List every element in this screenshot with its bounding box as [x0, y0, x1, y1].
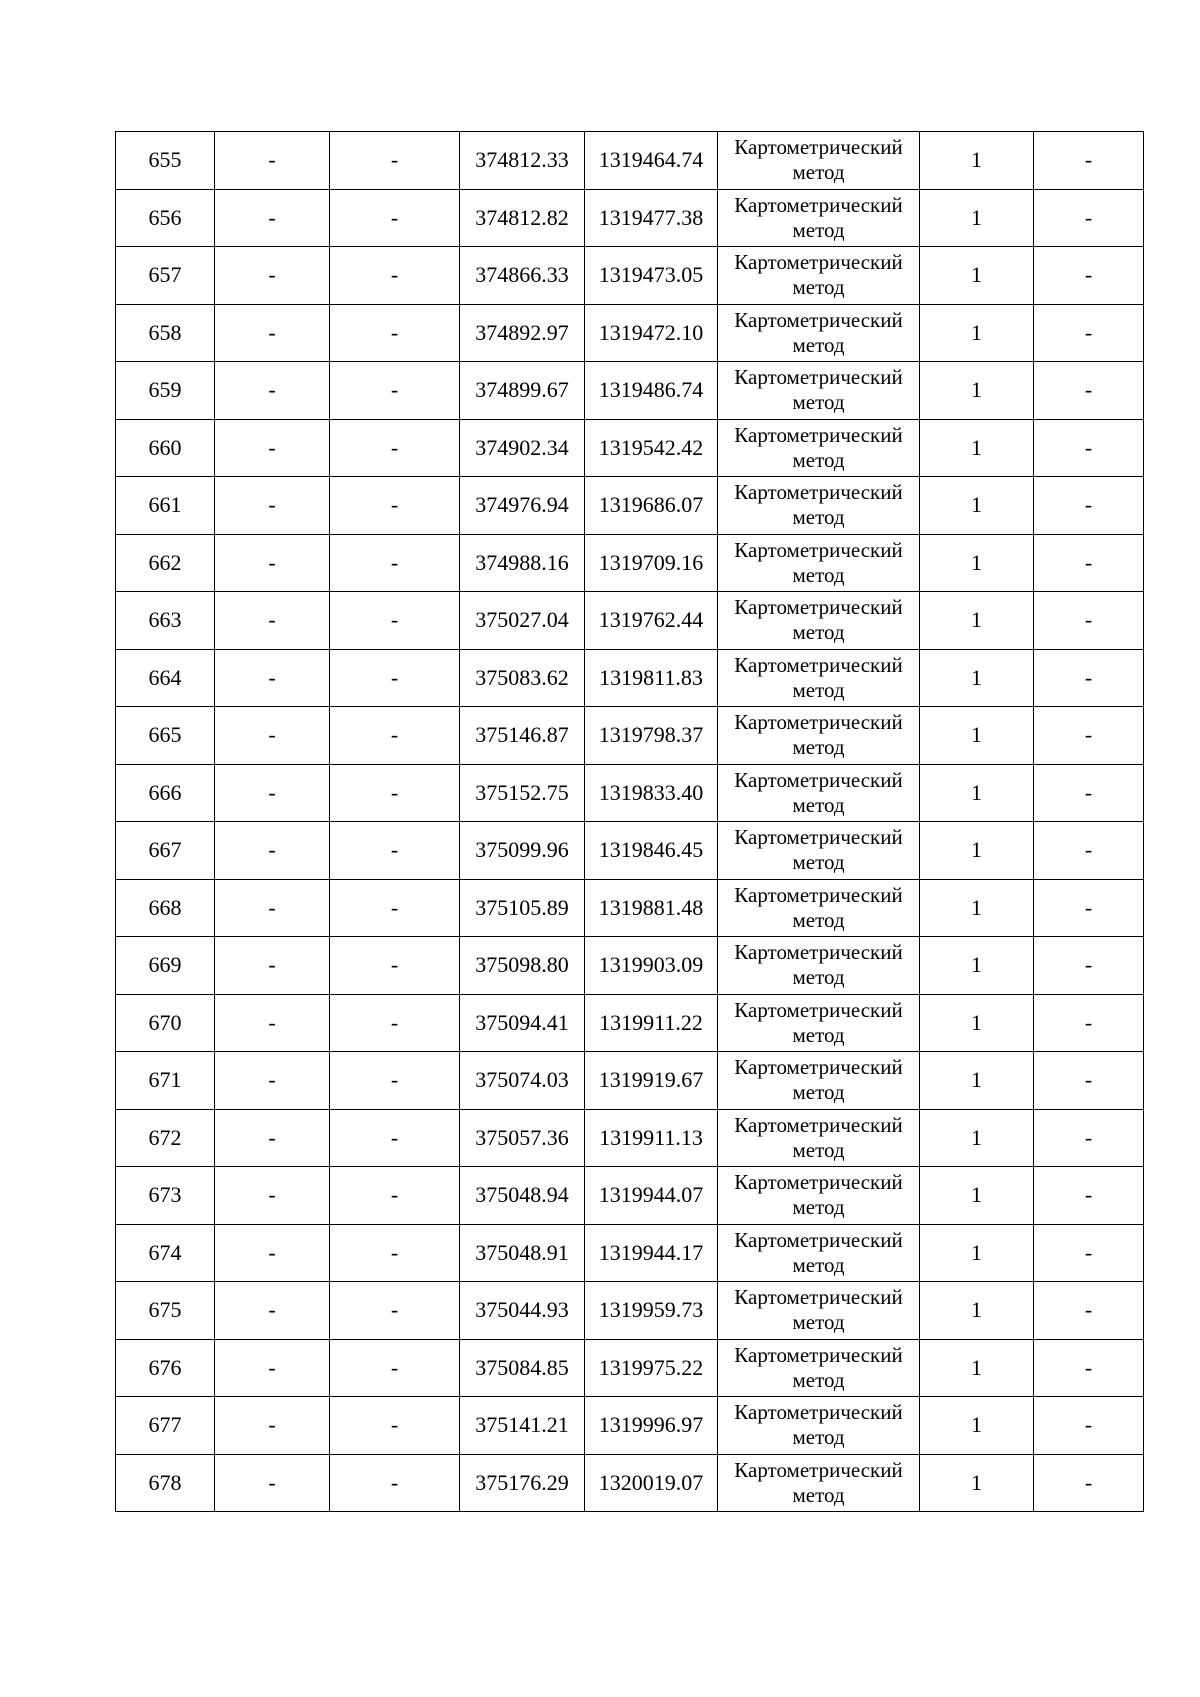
point-number-cell: 660: [116, 419, 215, 477]
empty-value-cell: -: [215, 1454, 330, 1512]
table-row: [116, 477, 1144, 535]
method-label-line2: метод: [792, 1022, 845, 1047]
method-label-line1: Картометрический: [734, 1457, 903, 1482]
method-label-line2: метод: [792, 505, 845, 530]
accuracy-cell: 1: [920, 592, 1034, 650]
empty-value-cell: -: [330, 764, 460, 822]
empty-value-cell: -: [215, 1282, 330, 1340]
empty-value-cell: -: [215, 419, 330, 477]
coordinate-x-cell: 374899.67: [460, 362, 585, 420]
method-label-line2: метод: [792, 965, 845, 990]
method-label-line1: Картометрический: [734, 767, 903, 792]
method-cell: [718, 304, 920, 362]
table-row: [116, 534, 1144, 592]
method-label-line1: Картометрический: [734, 307, 903, 332]
method-label-line2: метод: [792, 792, 845, 817]
method-cell: [718, 1109, 920, 1167]
method-label-line2: метод: [792, 1367, 845, 1392]
coordinate-x-cell: 375048.91: [460, 1224, 585, 1282]
point-number-cell: 677: [116, 1397, 215, 1455]
method-label-line1: Картометрический: [734, 192, 903, 217]
method-label-line1: Картометрический: [734, 1112, 903, 1137]
method-label-line1: Картометрический: [734, 537, 903, 562]
coordinate-x-cell: 375074.03: [460, 1052, 585, 1110]
coordinate-x-cell: 375094.41: [460, 994, 585, 1052]
empty-value-cell: -: [1034, 534, 1144, 592]
accuracy-cell: 1: [920, 189, 1034, 247]
method-cell: [718, 994, 920, 1052]
empty-value-cell: -: [215, 132, 330, 190]
empty-value-cell: -: [1034, 477, 1144, 535]
method-cell: [718, 477, 920, 535]
empty-value-cell: -: [215, 937, 330, 995]
table-row: [116, 304, 1144, 362]
empty-value-cell: -: [1034, 707, 1144, 765]
empty-value-cell: -: [1034, 1397, 1144, 1455]
method-label-line2: метод: [792, 217, 845, 242]
method-label-line1: Картометрический: [734, 1055, 903, 1080]
method-label-line2: метод: [792, 1195, 845, 1220]
empty-value-cell: -: [215, 304, 330, 362]
empty-value-cell: -: [215, 362, 330, 420]
method-cell: [718, 1282, 920, 1340]
point-number-cell: 671: [116, 1052, 215, 1110]
method-cell: [718, 937, 920, 995]
method-label-line1: Картометрический: [734, 710, 903, 735]
method-label-line1: Картометрический: [734, 1170, 903, 1195]
method-label-line2: метод: [792, 677, 845, 702]
method-label-line1: Картометрический: [734, 250, 903, 275]
empty-value-cell: -: [330, 132, 460, 190]
empty-value-cell: -: [215, 879, 330, 937]
method-label-line1: Картометрический: [734, 1400, 903, 1425]
method-cell: [718, 649, 920, 707]
coordinate-x-cell: 375099.96: [460, 822, 585, 880]
method-label-line2: метод: [792, 1425, 845, 1450]
empty-value-cell: -: [330, 937, 460, 995]
empty-value-cell: -: [330, 879, 460, 937]
empty-value-cell: -: [1034, 937, 1144, 995]
empty-value-cell: -: [1034, 1224, 1144, 1282]
accuracy-cell: 1: [920, 1224, 1034, 1282]
point-number-cell: 663: [116, 592, 215, 650]
coordinate-y-cell: 1319686.07: [585, 477, 718, 535]
table-row: [116, 419, 1144, 477]
point-number-cell: 667: [116, 822, 215, 880]
coordinate-x-cell: 375044.93: [460, 1282, 585, 1340]
method-cell: [718, 247, 920, 305]
method-cell: [718, 592, 920, 650]
empty-value-cell: -: [215, 994, 330, 1052]
empty-value-cell: -: [1034, 1052, 1144, 1110]
table-row: [116, 1052, 1144, 1110]
empty-value-cell: -: [215, 592, 330, 650]
accuracy-cell: 1: [920, 649, 1034, 707]
method-cell: [718, 879, 920, 937]
point-number-cell: 666: [116, 764, 215, 822]
table-row: [116, 1109, 1144, 1167]
empty-value-cell: -: [1034, 879, 1144, 937]
table-row: [116, 649, 1144, 707]
method-cell: [718, 764, 920, 822]
coordinate-y-cell: 1319881.48: [585, 879, 718, 937]
method-label-line1: Картометрический: [734, 480, 903, 505]
point-number-cell: 661: [116, 477, 215, 535]
empty-value-cell: -: [1034, 419, 1144, 477]
accuracy-cell: 1: [920, 937, 1034, 995]
method-cell: [718, 419, 920, 477]
coordinate-x-cell: 374988.16: [460, 534, 585, 592]
empty-value-cell: -: [330, 1454, 460, 1512]
method-label-line2: метод: [792, 275, 845, 300]
method-label-line2: метод: [792, 735, 845, 760]
point-number-cell: 676: [116, 1339, 215, 1397]
table-row: [116, 822, 1144, 880]
coordinate-y-cell: 1319762.44: [585, 592, 718, 650]
coordinate-y-cell: 1319919.67: [585, 1052, 718, 1110]
table-row: [116, 1167, 1144, 1225]
accuracy-cell: 1: [920, 247, 1034, 305]
empty-value-cell: -: [1034, 649, 1144, 707]
empty-value-cell: -: [330, 477, 460, 535]
accuracy-cell: 1: [920, 707, 1034, 765]
method-label-line1: Картометрический: [734, 997, 903, 1022]
table-body: [116, 132, 1144, 1512]
coordinate-x-cell: 375083.62: [460, 649, 585, 707]
coordinate-y-cell: 1319959.73: [585, 1282, 718, 1340]
method-cell: [718, 1052, 920, 1110]
accuracy-cell: 1: [920, 1167, 1034, 1225]
empty-value-cell: -: [215, 189, 330, 247]
empty-value-cell: -: [215, 1109, 330, 1167]
empty-value-cell: -: [330, 1109, 460, 1167]
point-number-cell: 674: [116, 1224, 215, 1282]
empty-value-cell: -: [1034, 1109, 1144, 1167]
empty-value-cell: -: [215, 1167, 330, 1225]
table-row: [116, 707, 1144, 765]
table-row: [116, 132, 1144, 190]
table-row: [116, 247, 1144, 305]
coordinate-y-cell: 1319542.42: [585, 419, 718, 477]
method-cell: [718, 362, 920, 420]
point-number-cell: 670: [116, 994, 215, 1052]
point-number-cell: 656: [116, 189, 215, 247]
method-cell: [718, 1167, 920, 1225]
method-cell: [718, 534, 920, 592]
method-cell: [718, 822, 920, 880]
accuracy-cell: 1: [920, 1397, 1034, 1455]
empty-value-cell: -: [330, 534, 460, 592]
empty-value-cell: -: [330, 362, 460, 420]
empty-value-cell: -: [1034, 1454, 1144, 1512]
method-label-line1: Картометрический: [734, 422, 903, 447]
coordinate-y-cell: 1319464.74: [585, 132, 718, 190]
coordinate-x-cell: 375146.87: [460, 707, 585, 765]
method-cell: [718, 189, 920, 247]
method-cell: [718, 1224, 920, 1282]
empty-value-cell: -: [330, 1282, 460, 1340]
empty-value-cell: -: [330, 592, 460, 650]
point-number-cell: 657: [116, 247, 215, 305]
table-row: [116, 937, 1144, 995]
empty-value-cell: -: [330, 822, 460, 880]
coordinate-x-cell: 375027.04: [460, 592, 585, 650]
table-row: [116, 1224, 1144, 1282]
coordinate-x-cell: 375048.94: [460, 1167, 585, 1225]
method-cell: [718, 1454, 920, 1512]
empty-value-cell: -: [330, 419, 460, 477]
table-row: [116, 1454, 1144, 1512]
coordinate-y-cell: 1319798.37: [585, 707, 718, 765]
table-row: [116, 879, 1144, 937]
empty-value-cell: -: [215, 247, 330, 305]
method-label-line1: Картометрический: [734, 940, 903, 965]
method-label-line2: метод: [792, 1137, 845, 1162]
empty-value-cell: -: [215, 764, 330, 822]
accuracy-cell: 1: [920, 879, 1034, 937]
point-number-cell: 659: [116, 362, 215, 420]
point-number-cell: 675: [116, 1282, 215, 1340]
method-label-line1: Картометрический: [734, 1342, 903, 1367]
method-label-line2: метод: [792, 1482, 845, 1507]
empty-value-cell: -: [215, 822, 330, 880]
table-row: [116, 994, 1144, 1052]
empty-value-cell: -: [330, 1339, 460, 1397]
method-label-line2: метод: [792, 907, 845, 932]
empty-value-cell: -: [330, 1052, 460, 1110]
empty-value-cell: -: [1034, 822, 1144, 880]
point-number-cell: 664: [116, 649, 215, 707]
empty-value-cell: -: [330, 1224, 460, 1282]
accuracy-cell: 1: [920, 362, 1034, 420]
coordinate-y-cell: 1319911.13: [585, 1109, 718, 1167]
method-label-line2: метод: [792, 1252, 845, 1277]
empty-value-cell: -: [1034, 304, 1144, 362]
table-row: [116, 1282, 1144, 1340]
method-label-line2: метод: [792, 620, 845, 645]
coordinates-table: [115, 131, 1144, 1512]
method-cell: [718, 707, 920, 765]
accuracy-cell: 1: [920, 304, 1034, 362]
table-row: [116, 592, 1144, 650]
method-label-line1: Картометрический: [734, 365, 903, 390]
coordinate-y-cell: 1320019.07: [585, 1454, 718, 1512]
method-label-line2: метод: [792, 447, 845, 472]
accuracy-cell: 1: [920, 534, 1034, 592]
method-cell: [718, 1339, 920, 1397]
empty-value-cell: -: [330, 1397, 460, 1455]
coordinate-y-cell: 1319975.22: [585, 1339, 718, 1397]
empty-value-cell: -: [215, 1339, 330, 1397]
accuracy-cell: 1: [920, 994, 1034, 1052]
empty-value-cell: -: [330, 994, 460, 1052]
empty-value-cell: -: [330, 189, 460, 247]
coordinate-x-cell: 375176.29: [460, 1454, 585, 1512]
empty-value-cell: -: [1034, 592, 1144, 650]
method-label-line2: метод: [792, 1310, 845, 1335]
coordinate-x-cell: 374812.82: [460, 189, 585, 247]
empty-value-cell: -: [215, 707, 330, 765]
empty-value-cell: -: [215, 477, 330, 535]
coordinate-y-cell: 1319472.10: [585, 304, 718, 362]
coordinate-y-cell: 1319846.45: [585, 822, 718, 880]
coordinate-y-cell: 1319811.83: [585, 649, 718, 707]
empty-value-cell: -: [1034, 1339, 1144, 1397]
coordinate-x-cell: 375098.80: [460, 937, 585, 995]
point-number-cell: 658: [116, 304, 215, 362]
method-label-line2: метод: [792, 332, 845, 357]
coordinate-x-cell: 375141.21: [460, 1397, 585, 1455]
empty-value-cell: -: [215, 534, 330, 592]
method-label-line2: метод: [792, 850, 845, 875]
coordinate-x-cell: 374866.33: [460, 247, 585, 305]
method-label-line1: Картометрический: [734, 595, 903, 620]
accuracy-cell: 1: [920, 132, 1034, 190]
accuracy-cell: 1: [920, 477, 1034, 535]
method-cell: [718, 132, 920, 190]
coordinate-y-cell: 1319477.38: [585, 189, 718, 247]
table-row: [116, 1339, 1144, 1397]
accuracy-cell: 1: [920, 1282, 1034, 1340]
empty-value-cell: -: [215, 1397, 330, 1455]
coordinate-y-cell: 1319473.05: [585, 247, 718, 305]
accuracy-cell: 1: [920, 1109, 1034, 1167]
point-number-cell: 662: [116, 534, 215, 592]
coordinate-y-cell: 1319911.22: [585, 994, 718, 1052]
empty-value-cell: -: [1034, 764, 1144, 822]
empty-value-cell: -: [1034, 1282, 1144, 1340]
coordinate-x-cell: 374976.94: [460, 477, 585, 535]
method-label-line1: Картометрический: [734, 135, 903, 160]
empty-value-cell: -: [215, 1052, 330, 1110]
point-number-cell: 672: [116, 1109, 215, 1167]
method-label-line1: Картометрический: [734, 882, 903, 907]
point-number-cell: 678: [116, 1454, 215, 1512]
accuracy-cell: 1: [920, 764, 1034, 822]
coordinate-x-cell: 374892.97: [460, 304, 585, 362]
point-number-cell: 673: [116, 1167, 215, 1225]
accuracy-cell: 1: [920, 419, 1034, 477]
coordinate-y-cell: 1319944.07: [585, 1167, 718, 1225]
point-number-cell: 669: [116, 937, 215, 995]
empty-value-cell: -: [215, 649, 330, 707]
empty-value-cell: -: [1034, 132, 1144, 190]
point-number-cell: 668: [116, 879, 215, 937]
method-label-line2: метод: [792, 390, 845, 415]
empty-value-cell: -: [330, 649, 460, 707]
table-row: [116, 764, 1144, 822]
method-label-line1: Картометрический: [734, 825, 903, 850]
empty-value-cell: -: [330, 247, 460, 305]
empty-value-cell: -: [1034, 247, 1144, 305]
method-label-line1: Картометрический: [734, 1227, 903, 1252]
coordinate-x-cell: 375105.89: [460, 879, 585, 937]
table-row: [116, 189, 1144, 247]
accuracy-cell: 1: [920, 1052, 1034, 1110]
method-label-line1: Картометрический: [734, 652, 903, 677]
coordinate-x-cell: 374902.34: [460, 419, 585, 477]
coordinate-x-cell: 374812.33: [460, 132, 585, 190]
coordinate-y-cell: 1319944.17: [585, 1224, 718, 1282]
coordinate-y-cell: 1319833.40: [585, 764, 718, 822]
empty-value-cell: -: [1034, 189, 1144, 247]
method-label-line2: метод: [792, 1080, 845, 1105]
empty-value-cell: -: [1034, 1167, 1144, 1225]
method-label-line1: Картометрический: [734, 1285, 903, 1310]
accuracy-cell: 1: [920, 822, 1034, 880]
method-label-line2: метод: [792, 562, 845, 587]
coordinate-x-cell: 375152.75: [460, 764, 585, 822]
accuracy-cell: 1: [920, 1339, 1034, 1397]
empty-value-cell: -: [215, 1224, 330, 1282]
method-label-line2: метод: [792, 160, 845, 185]
point-number-cell: 655: [116, 132, 215, 190]
coordinate-y-cell: 1319996.97: [585, 1397, 718, 1455]
empty-value-cell: -: [1034, 362, 1144, 420]
coordinate-y-cell: 1319903.09: [585, 937, 718, 995]
accuracy-cell: 1: [920, 1454, 1034, 1512]
table-row: [116, 362, 1144, 420]
coordinate-y-cell: 1319486.74: [585, 362, 718, 420]
empty-value-cell: -: [330, 304, 460, 362]
empty-value-cell: -: [1034, 994, 1144, 1052]
empty-value-cell: -: [330, 707, 460, 765]
point-number-cell: 665: [116, 707, 215, 765]
coordinate-y-cell: 1319709.16: [585, 534, 718, 592]
method-cell: [718, 1397, 920, 1455]
empty-value-cell: -: [330, 1167, 460, 1225]
table-row: [116, 1397, 1144, 1455]
coordinate-x-cell: 375057.36: [460, 1109, 585, 1167]
coordinate-x-cell: 375084.85: [460, 1339, 585, 1397]
